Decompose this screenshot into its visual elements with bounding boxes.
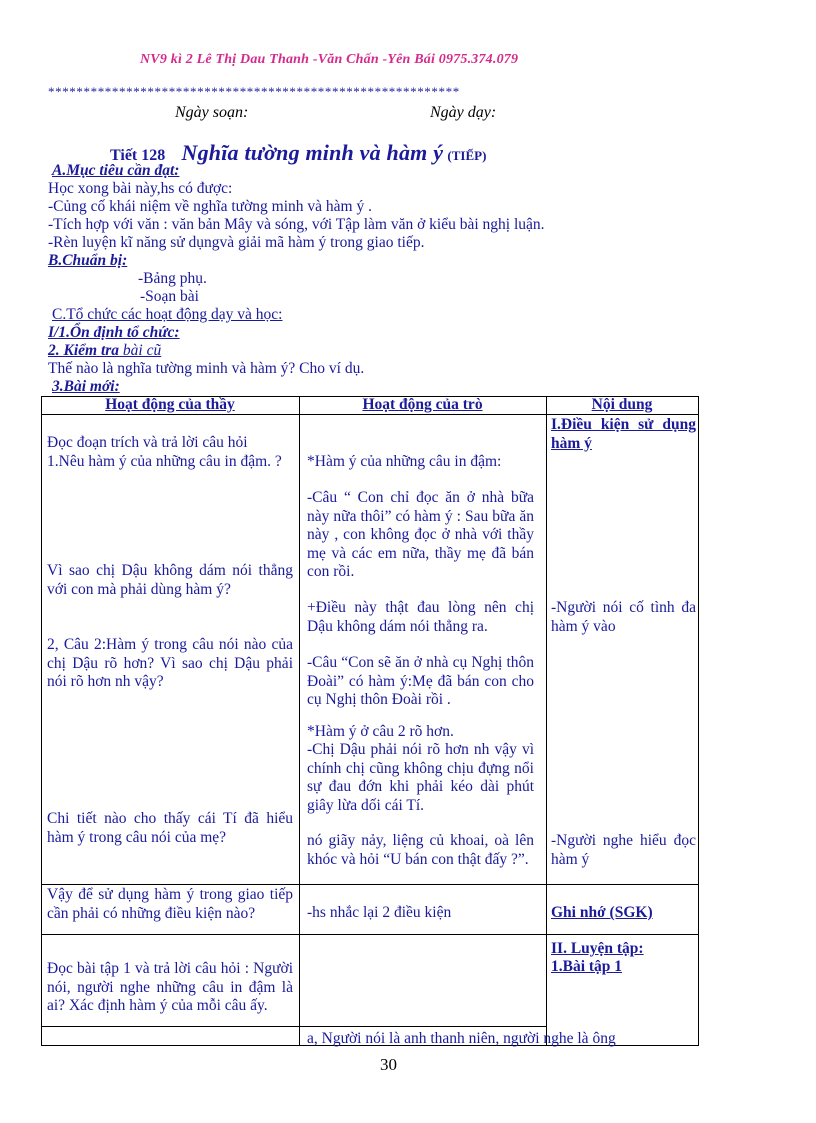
content-text: -Người nghe hiểu đọc hàm ý bbox=[551, 832, 696, 868]
teacher-text: Chi tiết nào cho thấy cái Tí đã hiểu hàm ý trong câu nói của mẹ? bbox=[47, 810, 293, 846]
section-b-item: -Bảng phụ. bbox=[138, 270, 207, 287]
header-student: Hoạt động của trò bbox=[362, 396, 483, 413]
lesson-name: Nghĩa tường minh và hàm ý bbox=[181, 140, 444, 165]
section-a-item: -Củng cố khái niệm về nghĩa tường minh và hàm ý . bbox=[48, 198, 372, 215]
date-prepared-label: Ngày soạn: bbox=[175, 104, 249, 121]
date-taught-label: Ngày dạy: bbox=[430, 104, 497, 121]
section-c-heading: C.Tổ chức các hoạt động dạy và học: bbox=[52, 306, 283, 323]
content-heading: 1.Bài tập 1 bbox=[551, 958, 623, 975]
header-teacher: Hoạt động của thầy bbox=[105, 396, 235, 413]
teacher-text: 2, Câu 2:Hàm ý trong câu nói nào của chị Dậu rõ hơn? Vì sao chị Dậu phải nói rõ hơn nh vậy? bbox=[47, 636, 293, 690]
content-heading: I.Điều kiện sử dụng hàm ý bbox=[551, 416, 696, 452]
review-question: Thế nào là nghĩa tường minh và hàm ý? Cho ví dụ. bbox=[48, 360, 365, 377]
section-a-intro: Học xong bài này,hs có được: bbox=[48, 180, 233, 197]
student-text: *Hàm ý ở câu 2 rõ hơn. bbox=[307, 723, 454, 740]
section-a-item: -Rèn luyện kĩ năng sử dụngvà giải mã hàm ý trong giao tiếp. bbox=[48, 234, 425, 251]
student-text: -hs nhắc lại 2 điều kiện bbox=[307, 904, 452, 921]
section-b-item: -Soạn bài bbox=[140, 288, 199, 305]
step-3-heading: 3.Bài mới: bbox=[52, 378, 120, 395]
step-1-heading: I/1.Ổn định tổ chức: bbox=[48, 324, 180, 341]
student-text: -Chị Dậu phải nói rõ hơn nh vậy vì chính chị cũng không chịu đựng nổi sự đau đớn khi phải kéo dài phút giây lừa dối cái Tí. bbox=[307, 741, 534, 814]
page-number: 30 bbox=[380, 1055, 397, 1074]
step-2-heading bbox=[48, 342, 161, 360]
lesson-activity-table bbox=[41, 396, 699, 1046]
lesson-number: Tiết 128 bbox=[110, 147, 166, 164]
content-heading: Ghi nhớ (SGK) bbox=[551, 904, 653, 921]
content-heading: II. Luyện tập: bbox=[551, 940, 644, 957]
teacher-text: Đọc đoạn trích và trả lời câu hỏi bbox=[47, 434, 248, 451]
teacher-text: Đọc bài tập 1 và trả lời câu hỏi : Người nói, người nghe những câu in đậm là ai? Xác định hàm ý của mỗi câu ấy. bbox=[47, 960, 293, 1014]
author-header: NV9 kì 2 Lê Thị Dau Thanh -Văn Chấn -Yên Bái 0975.374.079 bbox=[140, 52, 519, 67]
lesson-continued: (TIẾP) bbox=[447, 148, 487, 163]
step-2-rest: bài cũ bbox=[119, 342, 162, 359]
teacher-text: Vì sao chị Dậu không dám nói thẳng với con mà phải dùng hàm ý? bbox=[47, 562, 293, 598]
section-a-heading: A.Mục tiêu cần đạt: bbox=[52, 162, 180, 179]
student-text: +Điều này thật đau lòng nên chị Dậu không dám nói thẳng ra. bbox=[307, 599, 534, 635]
student-text: nó giãy nảy, liệng củ khoai, oà lên khóc và hỏi “U bán con thật đấy ?”. bbox=[307, 832, 534, 868]
student-text: *Hàm ý của những câu in đậm: bbox=[307, 453, 502, 470]
student-text: -Câu “Con sẽ ăn ở nhà cụ Nghị thôn Đoài” có hàm ý:Mẹ đã bán con cho cụ Nghị thôn Đoài rồi . bbox=[307, 654, 534, 708]
teacher-text: Vậy để sử dụng hàm ý trong giao tiếp cần phải có những điều kiện nào? bbox=[47, 886, 293, 922]
content-text: -Người nói cố tình đa hàm ý vào bbox=[551, 599, 696, 635]
student-text: -Câu “ Con chỉ đọc ăn ở nhà bữa này nữa thôi” có hàm ý : Sau bữa ăn này , con không đọc ở nhà với thầy mẹ và các em nữa, thầy mẹ đã bán con rồi. bbox=[307, 489, 534, 580]
star-divider: ********************************************************** bbox=[48, 84, 460, 99]
header-content: Nội dung bbox=[591, 396, 653, 413]
section-b-heading: B.Chuẩn bị: bbox=[48, 252, 128, 269]
teacher-text: 1.Nêu hàm ý của những câu in đậm. ? bbox=[47, 453, 282, 470]
student-text: a, Người nói là anh thanh niên, người nghe là ông bbox=[307, 1030, 616, 1047]
step-2-bold: 2. Kiểm tra bbox=[48, 342, 120, 359]
section-a-item: -Tích hợp với văn : văn bản Mây và sóng, với Tập làm văn ở kiểu bài nghị luận. bbox=[48, 216, 545, 233]
